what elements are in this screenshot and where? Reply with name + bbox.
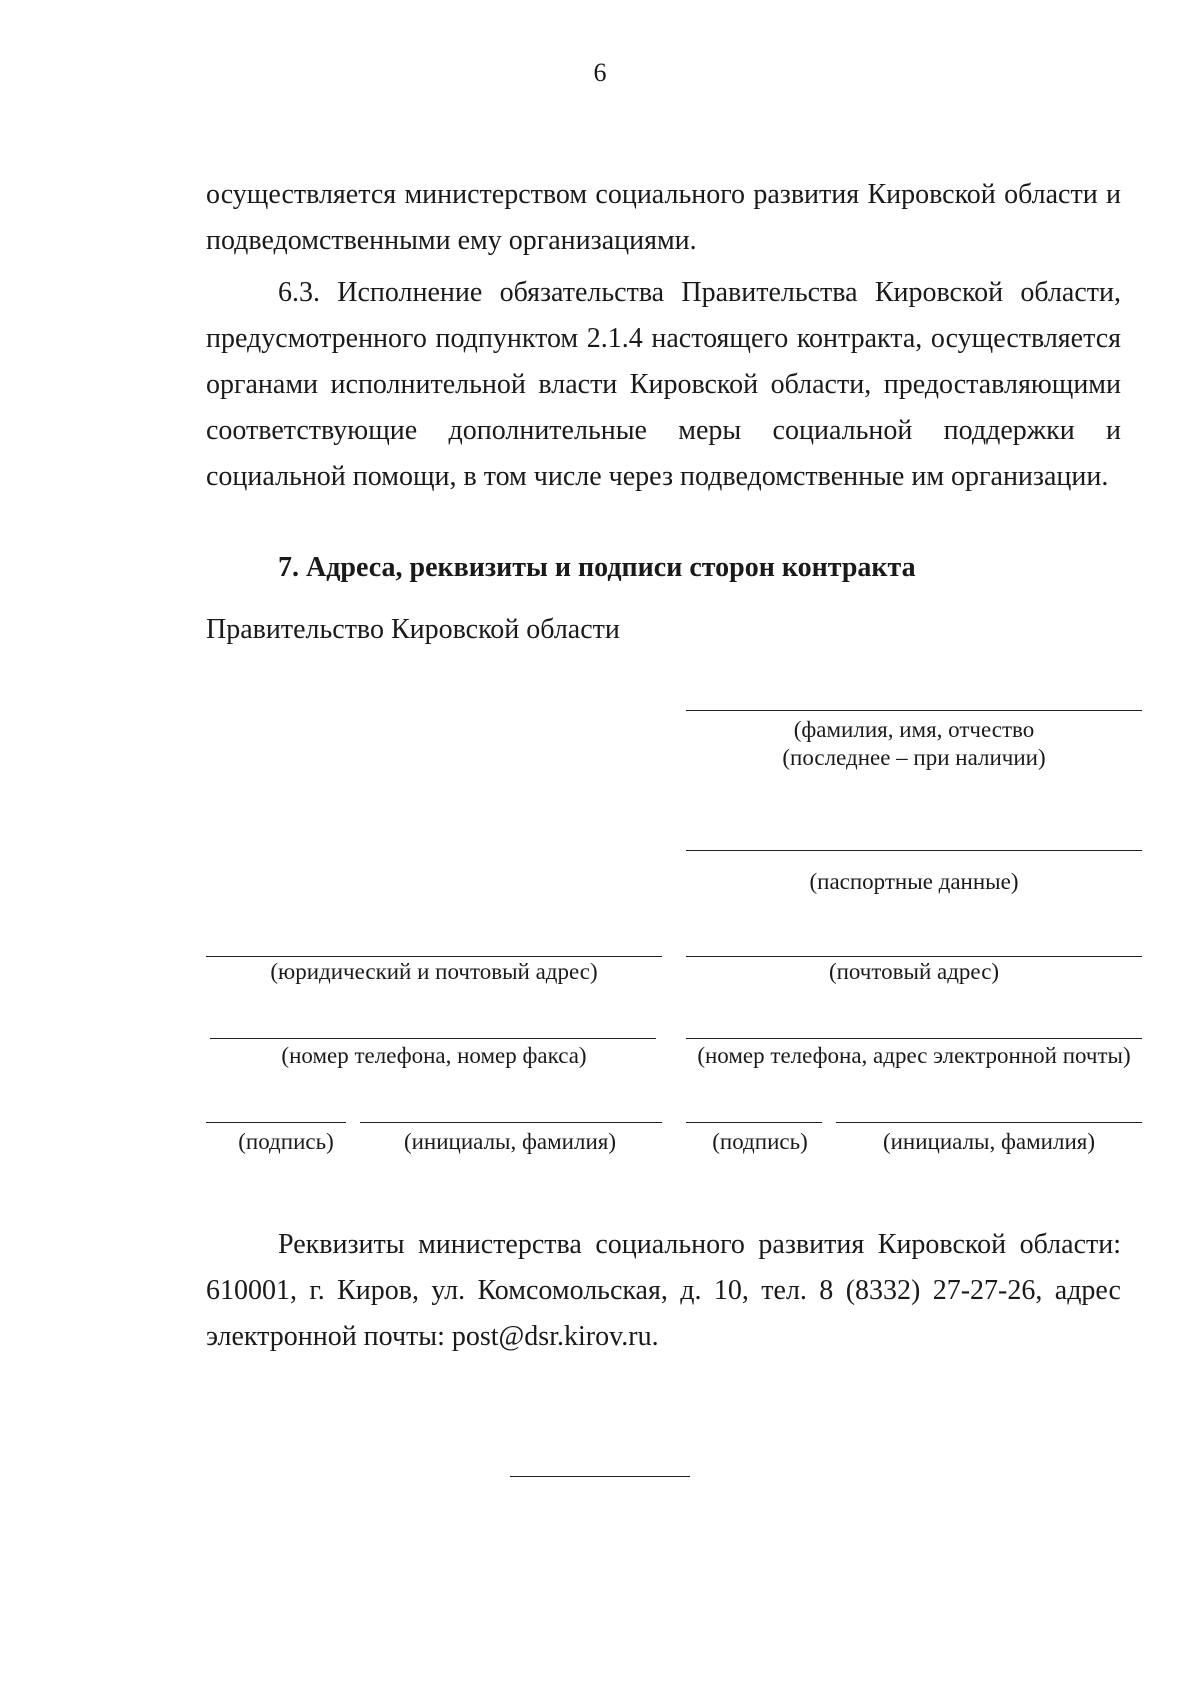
- ministry-requisites: Реквизиты министерства социального развития Кировской области: 610001, г. Киров, ул. Комсомольская, д. 10, тел. 8 (8332) 27-27-26, адрес электронной почты: post@dsr.kirov.ru.: [206, 1229, 1121, 1352]
- section-heading: 7. Адреса, реквизиты и подписи сторон контракта: [278, 552, 916, 583]
- paragraph-continuation: осуществляется министерством социального развития Кировской области и подведомственными ему организациями.: [206, 179, 1121, 256]
- left-initials-line: [360, 1122, 662, 1123]
- postal-address-line: [686, 956, 1142, 957]
- left-signature-line: [206, 1122, 346, 1123]
- page-number: 6: [593, 58, 607, 87]
- phone-fax-line: [210, 1038, 656, 1039]
- phone-email-caption: (номер телефона, адрес электронной почты): [697, 1043, 1131, 1068]
- fio-line: [686, 710, 1142, 711]
- right-initials-caption: (инициалы, фамилия): [882, 1129, 1096, 1154]
- left-initials-caption: (инициалы, фамилия): [403, 1129, 617, 1154]
- legal-address-line: [206, 956, 662, 957]
- right-signature-line: [686, 1122, 822, 1123]
- fio-caption-line1: (фамилия, имя, отчество: [793, 717, 1035, 742]
- party-government-title: Правительство Кировской области: [206, 614, 620, 645]
- fio-caption: [686, 716, 1142, 772]
- paragraph-6-3: 6.3. Исполнение обязательства Правительства Кировской области, предусмотренного подпунктом 2.1.4 настоящего контракта, осуществляется органами исполнительной власти Кировской области, предоставляющими соответствующие дополнительные меры социальной поддержки и социальной помощи, в том числе через подведомственные им организации.: [206, 277, 1121, 492]
- legal-address-caption: (юридический и почтовый адрес): [270, 959, 598, 984]
- left-signature-caption: (подпись): [238, 1129, 334, 1154]
- right-signature-caption: (подпись): [712, 1129, 808, 1154]
- postal-address-caption: (почтовый адрес): [828, 959, 1000, 984]
- fio-caption-line2: (последнее – при наличии): [782, 745, 1046, 770]
- phone-email-line: [686, 1038, 1142, 1039]
- passport-line: [686, 850, 1142, 851]
- right-initials-line: [836, 1122, 1142, 1123]
- end-of-document-rule: [510, 1476, 690, 1477]
- passport-caption: (паспортные данные): [809, 869, 1019, 894]
- phone-fax-caption: (номер телефона, номер факса): [281, 1043, 587, 1068]
